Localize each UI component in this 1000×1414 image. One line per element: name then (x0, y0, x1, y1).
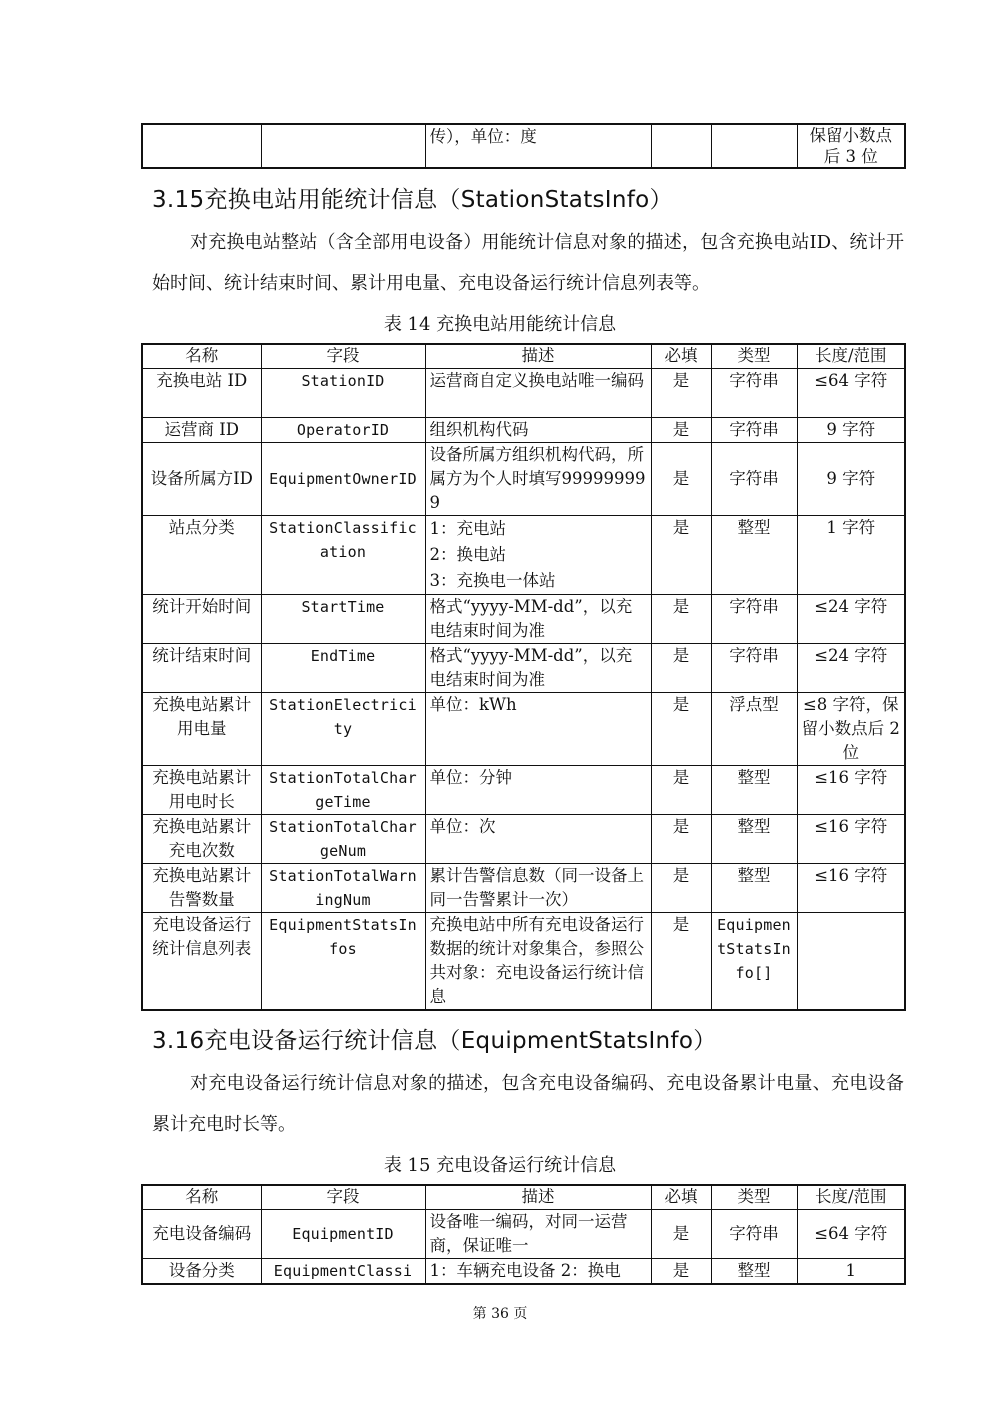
name-cell: 充换电站累计用电量 (142, 692, 261, 765)
field-cell: StationTotalChargeNum (261, 814, 425, 863)
table-caption-15: 表 15 充电设备运行统计信息 (383, 1155, 617, 1176)
type-cell: 字符串 (711, 1209, 797, 1258)
desc-cell: 充换电站中所有充电设备运行数据的统计对象集合，参照公共对象：充电设备运行统计信息 (425, 912, 651, 1010)
header-length: 长度/范围 (797, 344, 905, 368)
header-name: 名称 (142, 1185, 261, 1209)
table-header-row (142, 344, 905, 368)
required-cell: 是 (651, 912, 711, 1010)
length-cell: ≤24 字符 (797, 643, 905, 692)
length-cell: ≤16 字符 (797, 863, 905, 912)
name-cell: 设备分类 (142, 1258, 261, 1284)
field-cell: EquipmentID (261, 1209, 425, 1258)
header-desc: 描述 (425, 344, 651, 368)
length-cell: 9 字符 (797, 442, 905, 515)
required-cell: 是 (651, 1258, 711, 1284)
length-cell: ≤8 字符，保留小数点后 2 位 (797, 692, 905, 765)
type-cell: 整型 (711, 814, 797, 863)
table-14 (141, 343, 906, 1011)
field-cell: EquipmentOwnerID (261, 442, 425, 515)
type-cell: 整型 (711, 765, 797, 814)
table-row (142, 863, 905, 912)
name-cell: 充换电站累计告警数量 (142, 863, 261, 912)
header-required: 必填 (651, 344, 711, 368)
type-cell: 字符串 (711, 594, 797, 643)
table-row (142, 368, 905, 417)
header-name: 名称 (142, 344, 261, 368)
section-heading-3-15: 3.15充换电站用能统计信息（StationStatsInfo） (152, 187, 673, 213)
table-row (142, 643, 905, 692)
table-row (142, 594, 905, 643)
name-cell: 充电设备运行统计信息列表 (142, 912, 261, 1010)
length-cell: ≤64 字符 (797, 1209, 905, 1258)
type-cell: EquipmentStatsInfo[] (711, 912, 797, 1010)
desc-cell: 1：充电站 2：换电站 3：充换电一体站 (425, 515, 651, 594)
page-number: 第 36 页 (472, 1306, 528, 1322)
header-required: 必填 (651, 1185, 711, 1209)
table-row (142, 515, 905, 594)
length-cell: 1 字符 (797, 515, 905, 594)
field-cell (261, 124, 425, 168)
desc-cell: 累计告警信息数（同一设备上同一告警累计一次） (425, 863, 651, 912)
name-cell: 充换电站累计充电次数 (142, 814, 261, 863)
type-cell: 整型 (711, 863, 797, 912)
table-caption-14: 表 14 充换电站用能统计信息 (383, 314, 617, 335)
field-cell: StationElectricity (261, 692, 425, 765)
table-row (142, 1209, 905, 1258)
field-cell: OperatorID (261, 417, 425, 442)
header-field: 字段 (261, 1185, 425, 1209)
field-cell: StationTotalChargeTime (261, 765, 425, 814)
field-cell: StationClassification (261, 515, 425, 594)
section-paragraph-3-15: 对充换电站整站（含全部用电设备）用能统计信息对象的描述，包含充换电站ID、统计开始时间、统计结束时间、累计用电量、充电设备运行统计信息列表等。 (152, 232, 904, 294)
required-cell (651, 124, 711, 168)
table-row (142, 417, 905, 442)
section-paragraph-3-16: 对充电设备运行统计信息对象的描述，包含充电设备编码、充电设备累计电量、充电设备累计充电时长等。 (152, 1073, 904, 1135)
name-cell: 充换电站 ID (142, 368, 261, 417)
field-cell: StartTime (261, 594, 425, 643)
name-cell: 运营商 ID (142, 417, 261, 442)
desc-cell: 格式“yyyy-MM-dd”，以充电结束时间为准 (425, 594, 651, 643)
length-cell: 1 (797, 1258, 905, 1284)
required-cell: 是 (651, 417, 711, 442)
required-cell: 是 (651, 442, 711, 515)
length-cell: 保留小数点 后 3 位 (797, 124, 905, 168)
header-type: 类型 (711, 344, 797, 368)
table-row (142, 1258, 905, 1284)
table-row (142, 124, 905, 168)
length-cell (797, 912, 905, 1010)
type-cell: 字符串 (711, 442, 797, 515)
desc-cell: 运营商自定义换电站唯一编码 (425, 368, 651, 417)
length-cell: ≤16 字符 (797, 765, 905, 814)
required-cell: 是 (651, 368, 711, 417)
type-cell: 整型 (711, 1258, 797, 1284)
header-desc: 描述 (425, 1185, 651, 1209)
table-row (142, 912, 905, 1010)
desc-cell: 格式“yyyy-MM-dd”，以充电结束时间为准 (425, 643, 651, 692)
required-cell: 是 (651, 765, 711, 814)
name-cell: 统计开始时间 (142, 594, 261, 643)
desc-cell: 组织机构代码 (425, 417, 651, 442)
name-cell (142, 124, 261, 168)
desc-cell: 单位：次 (425, 814, 651, 863)
required-cell: 是 (651, 594, 711, 643)
field-cell: StationID (261, 368, 425, 417)
table-row (142, 814, 905, 863)
required-cell: 是 (651, 515, 711, 594)
table-row (142, 442, 905, 515)
length-cell: ≤64 字符 (797, 368, 905, 417)
required-cell: 是 (651, 692, 711, 765)
desc-cell: 设备所属方组织机构代码，所属方为个人时填写999999999 (425, 442, 651, 515)
field-cell: EndTime (261, 643, 425, 692)
type-cell: 字符串 (711, 368, 797, 417)
header-type: 类型 (711, 1185, 797, 1209)
type-cell: 字符串 (711, 417, 797, 442)
field-cell: EquipmentStatsInfos (261, 912, 425, 1010)
table-row (142, 765, 905, 814)
table-15 (141, 1184, 906, 1285)
name-cell: 设备所属方ID (142, 442, 261, 515)
type-cell (711, 124, 797, 168)
required-cell: 是 (651, 1209, 711, 1258)
name-cell: 充换电站累计用电时长 (142, 765, 261, 814)
length-cell: 9 字符 (797, 417, 905, 442)
desc-cell: 1：车辆充电设备 2：换电 (425, 1258, 651, 1284)
table-header-row (142, 1185, 905, 1209)
continued-table (141, 123, 906, 169)
desc-cell: 设备唯一编码，对同一运营商，保证唯一 (425, 1209, 651, 1258)
required-cell: 是 (651, 863, 711, 912)
name-cell: 站点分类 (142, 515, 261, 594)
field-cell: StationTotalWarningNum (261, 863, 425, 912)
required-cell: 是 (651, 643, 711, 692)
header-length: 长度/范围 (797, 1185, 905, 1209)
section-heading-3-16: 3.16充电设备运行统计信息（EquipmentStatsInfo） (152, 1028, 717, 1054)
header-field: 字段 (261, 344, 425, 368)
required-cell: 是 (651, 814, 711, 863)
length-cell: ≤24 字符 (797, 594, 905, 643)
desc-cell: 单位：kWh (425, 692, 651, 765)
name-cell: 统计结束时间 (142, 643, 261, 692)
type-cell: 字符串 (711, 643, 797, 692)
type-cell: 浮点型 (711, 692, 797, 765)
desc-cell: 传），单位：度 (425, 124, 651, 168)
name-cell: 充电设备编码 (142, 1209, 261, 1258)
field-cell: EquipmentClassi (261, 1258, 425, 1284)
desc-cell: 单位：分钟 (425, 765, 651, 814)
length-cell: ≤16 字符 (797, 814, 905, 863)
type-cell: 整型 (711, 515, 797, 594)
table-row (142, 692, 905, 765)
